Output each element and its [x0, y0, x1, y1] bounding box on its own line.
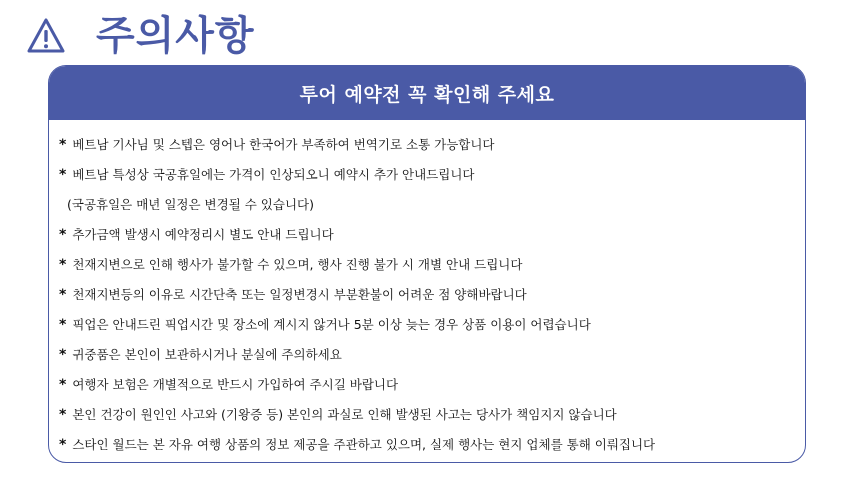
list-item-text: 귀중품은 본인이 보관하시거나 분실에 주의하세요 [72, 347, 342, 362]
warning-triangle-icon [26, 16, 66, 56]
list-item [59, 310, 805, 340]
bullet-mark: * [59, 257, 67, 273]
list-item [59, 430, 805, 460]
bullet-mark: * [59, 227, 67, 243]
list-item-text: 천재지변등의 이유로 시간단축 또는 일정변경시 부분환불이 어려운 점 양해바랍니다 [72, 287, 527, 302]
notice-heading [26, 8, 255, 64]
list-item [59, 160, 805, 190]
notice-box-header [49, 66, 805, 120]
list-item [59, 400, 805, 430]
list-item [59, 340, 805, 370]
notice-list [49, 120, 805, 460]
list-item-text: 여행자 보험은 개별적으로 반드시 가입하여 주시길 바랍니다 [72, 377, 399, 392]
page-title: 주의사항 [96, 13, 255, 59]
bullet-mark: * [59, 167, 67, 183]
list-item [59, 280, 805, 310]
list-item [59, 130, 805, 160]
bullet-mark: * [59, 347, 67, 363]
bullet-mark: * [59, 437, 67, 453]
list-item-text: 본인 건강이 원인인 사고와 (기왕증 등) 본인의 과실로 인해 발생된 사고는 당사가 책임지지 않습니다 [72, 407, 617, 422]
list-item-note [59, 190, 805, 220]
bullet-mark: * [59, 317, 67, 333]
list-item-text: 추가금액 발생시 예약정리시 별도 안내 드립니다 [72, 227, 334, 242]
list-item-text: 베트남 기사님 및 스텝은 영어나 한국어가 부족하여 번역기로 소통 가능합니다 [72, 137, 495, 152]
notice-box-header-text: 투어 예약전 꼭 확인해 주세요 [299, 83, 555, 106]
notice-box [48, 65, 806, 463]
list-item [59, 220, 805, 250]
bullet-mark: * [59, 407, 67, 423]
list-item-text: 베트남 특성상 국공휴일에는 가격이 인상되오니 예약시 추가 안내드립니다 [72, 167, 475, 182]
bullet-mark: * [59, 377, 67, 393]
bullet-mark: * [59, 287, 67, 303]
list-item [59, 250, 805, 280]
list-item [59, 370, 805, 400]
list-item-text: 스타인 월드는 본 자유 여행 상품의 정보 제공을 주관하고 있으며, 실제 행사는 현지 업체를 통해 이뤄집니다 [72, 437, 656, 452]
bullet-mark: * [59, 137, 67, 153]
list-item-text: (국공휴일은 매년 일정은 변경될 수 있습니다) [67, 197, 314, 212]
list-item-text: 천재지변으로 인해 행사가 불가할 수 있으며, 행사 진행 불가 시 개별 안내 드립니다 [72, 257, 523, 272]
list-item-text: 픽업은 안내드린 픽업시간 및 장소에 계시지 않거나 5분 이상 늦는 경우 상품 이용이 어렵습니다 [72, 317, 591, 332]
